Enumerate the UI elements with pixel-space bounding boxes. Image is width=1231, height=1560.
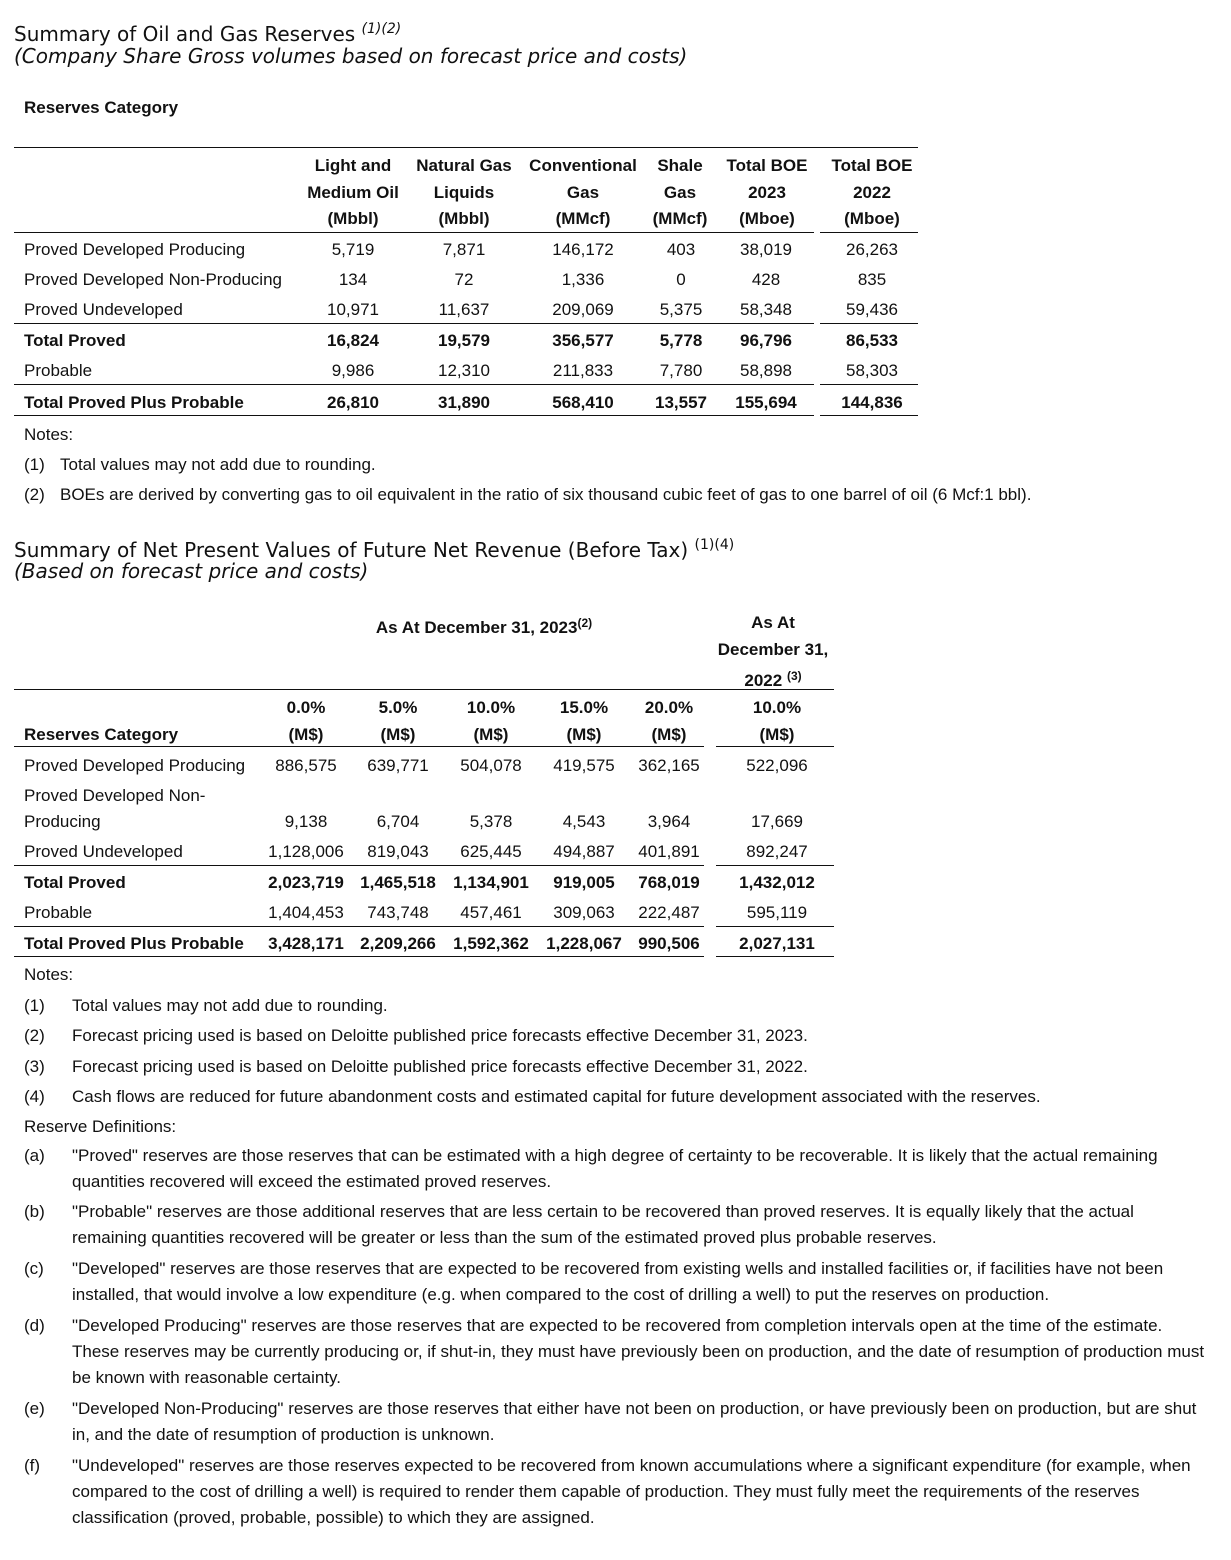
notes-heading: Notes: bbox=[24, 965, 74, 984]
cell-value: 886,575 bbox=[275, 756, 337, 775]
cell-value: 768,019 bbox=[638, 873, 700, 892]
cell-value: 5,378 bbox=[469, 812, 513, 831]
table-top-rule bbox=[14, 689, 834, 690]
cell-value: 743,748 bbox=[367, 903, 429, 922]
cell-value: 419,575 bbox=[553, 756, 615, 775]
cell-value: 13,557 bbox=[655, 393, 707, 412]
definition-marker: (b) bbox=[24, 1202, 45, 1221]
column-header: 20.0% (M$) bbox=[644, 698, 694, 744]
cell-value: 835 bbox=[857, 270, 887, 289]
cell-value: 919,005 bbox=[553, 873, 615, 892]
note-marker: (1) bbox=[24, 996, 45, 1015]
cell-value: 19,579 bbox=[438, 331, 490, 350]
cell-value: 4,543 bbox=[562, 812, 606, 831]
section-subtitle: (Based on forecast price and costs) bbox=[14, 559, 369, 583]
definitions-heading: Reserve Definitions: bbox=[24, 1117, 177, 1136]
cell-value: 31,890 bbox=[438, 393, 490, 412]
note-marker: (1) bbox=[24, 455, 45, 474]
cell-value: 1,432,012 bbox=[739, 873, 815, 892]
cell-value: 2,027,131 bbox=[739, 934, 815, 953]
row-label: Total Proved bbox=[24, 873, 126, 892]
cell-value: 595,119 bbox=[746, 903, 808, 922]
row-label: Probable bbox=[24, 361, 93, 380]
subtotal-rule-2022 bbox=[716, 865, 834, 866]
header-rule-2022 bbox=[820, 232, 918, 233]
cell-value: 625,445 bbox=[460, 842, 522, 861]
definition-text: "Probable" reserves are those additional reserves that are less certain to be recovered than proved reserves. It is equally likely that the actual remaining quantities recovered will be greater or less than the sum of the estimated proved plus probable reserves. bbox=[72, 1202, 1134, 1247]
cell-value: 401,891 bbox=[638, 842, 700, 861]
definition-text: "Developed Non-Producing" reserves are those reserves that either have not been on production, or have previously been on production, but are shut in, and the date of resumption of production is unknown. bbox=[72, 1399, 1197, 1444]
row-label: Proved Undeveloped bbox=[24, 300, 183, 319]
subtotal-rule bbox=[14, 323, 814, 324]
cell-value: 0 bbox=[676, 270, 686, 289]
cell-value: 522,096 bbox=[746, 756, 808, 775]
cell-value: 892,247 bbox=[746, 842, 808, 861]
column-header: Shale Gas (MMcf) bbox=[652, 156, 708, 228]
title-text: Summary of Oil and Gas Reserves bbox=[14, 22, 356, 46]
cell-value: 1,128,006 bbox=[268, 842, 344, 861]
cell-value: 7,871 bbox=[442, 240, 486, 259]
row-label: Proved Developed Non- bbox=[24, 786, 206, 805]
section-subtitle: (Company Share Gross volumes based on forecast price and costs) bbox=[14, 44, 688, 68]
cell-value: 568,410 bbox=[552, 393, 614, 412]
column-header: 0.0% (M$) bbox=[286, 698, 326, 744]
column-header: Conventional Gas (MMcf) bbox=[529, 156, 637, 228]
column-header: Total BOE 2022 (Mboe) bbox=[831, 156, 913, 228]
cell-value: 1,134,901 bbox=[453, 873, 529, 892]
row-label: Proved Undeveloped bbox=[24, 842, 183, 861]
group-header-2022: As At December 31, 2022 $^{(3)}$ bbox=[717, 613, 829, 690]
cell-value: 5,719 bbox=[331, 240, 375, 259]
subtotal-rule bbox=[14, 384, 814, 385]
bottom-rule-2022 bbox=[716, 956, 834, 957]
definition-marker: (f) bbox=[24, 1456, 41, 1475]
definition-text: "Developed Producing" reserves are those reserves that are expected to be recovered from completion intervals open at the time of the estimate. These reserves may be currently producing or, if shut-in, they must have previously been on production, and the date of resumption of production must be known with reasonable certainty. bbox=[72, 1316, 1205, 1387]
row-label: Total Proved Plus Probable bbox=[24, 393, 244, 412]
note-text: BOEs are derived by converting gas to oil equivalent in the ratio of six thousand cubic feet of gas to one barrel of oil (6 Mcf:1 bbl). bbox=[60, 485, 1032, 504]
subtotal-rule-2022 bbox=[820, 323, 918, 324]
cell-value: 96,796 bbox=[740, 331, 792, 350]
cell-value: 7,780 bbox=[659, 361, 703, 380]
cell-value: 1,228,067 bbox=[546, 934, 622, 953]
header-rule bbox=[14, 746, 704, 747]
definition-text: "Developed" reserves are those reserves that are expected to be recovered from existing wells and installed facilities or, if facilities have not been installed, that would involve a low expenditure (e.g. when compared to the cost of drilling a well) to put the reserves on production. bbox=[72, 1259, 1164, 1304]
cell-value: 5,375 bbox=[659, 300, 703, 319]
definition-marker: (c) bbox=[24, 1259, 44, 1278]
header-rule-2022 bbox=[716, 746, 834, 747]
cell-value: 211,833 bbox=[552, 361, 614, 380]
note-marker: (3) bbox=[24, 1057, 45, 1076]
cell-value: 504,078 bbox=[460, 756, 522, 775]
cell-value: 1,336 bbox=[561, 270, 605, 289]
cell-value: 26,810 bbox=[327, 393, 379, 412]
cell-value: 494,887 bbox=[553, 842, 615, 861]
row-label: Proved Developed Non-Producing bbox=[24, 270, 282, 289]
cell-value: 209,069 bbox=[552, 300, 614, 319]
cell-value: 1,404,453 bbox=[268, 903, 344, 922]
group-header-2023: As At December 31, 2023$^{(2)}$ bbox=[375, 616, 593, 637]
table-top-rule bbox=[14, 147, 918, 148]
row-label-continued: Producing bbox=[24, 812, 101, 831]
cell-value: 58,348 bbox=[740, 300, 792, 319]
cell-value: 72 bbox=[454, 270, 474, 289]
subtotal-rule-2022 bbox=[716, 926, 834, 927]
row-label: Probable bbox=[24, 903, 93, 922]
definition-text: "Undeveloped" reserves are those reserves expected to be recovered from known accumulations where a significant expenditure (for example, when compared to the cost of drilling a well) is required to render them capable of production. They must fully meet the requirements of the reserves classification (proved, probable, possible) to which they are assigned. bbox=[72, 1456, 1191, 1527]
cell-value: 362,165 bbox=[638, 756, 700, 775]
note-text: Forecast pricing used is based on Deloitte published price forecasts effective December 31, 2023. bbox=[72, 1026, 808, 1045]
cell-value: 146,172 bbox=[552, 240, 614, 259]
reserves-category-header: Reserves Category bbox=[24, 725, 179, 744]
cell-value: 2,209,266 bbox=[360, 934, 436, 953]
definition-marker: (a) bbox=[24, 1146, 45, 1165]
row-label: Total Proved bbox=[24, 331, 126, 350]
bottom-rule bbox=[14, 415, 814, 416]
cell-value: 428 bbox=[751, 270, 781, 289]
cell-value: 3,428,171 bbox=[268, 934, 344, 953]
definition-text: "Proved" reserves are those reserves that can be estimated with a high degree of certainty to be recoverable. It is likely that the actual remaining quantities recovered will exceed the estimated proved reserves. bbox=[72, 1146, 1158, 1191]
row-label: Proved Developed Producing bbox=[24, 756, 246, 775]
note-marker: (2) bbox=[24, 1026, 45, 1045]
cell-value: 990,506 bbox=[638, 934, 700, 953]
column-header: 10.0% (M$) bbox=[752, 698, 802, 744]
subtotal-rule-2022 bbox=[820, 384, 918, 385]
cell-value: 1,465,518 bbox=[360, 873, 436, 892]
column-header: 10.0% (M$) bbox=[466, 698, 516, 744]
cell-value: 2,023,719 bbox=[268, 873, 344, 892]
column-header: Light and Medium Oil (Mbbl) bbox=[307, 156, 399, 228]
row-label: Proved Developed Producing bbox=[24, 240, 246, 259]
cell-value: 356,577 bbox=[552, 331, 614, 350]
cell-value: 639,771 bbox=[367, 756, 429, 775]
note-text: Forecast pricing used is based on Deloitte published price forecasts effective December 31, 2022. bbox=[72, 1057, 808, 1076]
bottom-rule-2022 bbox=[820, 415, 918, 416]
cell-value: 819,043 bbox=[367, 842, 429, 861]
cell-value: 9,986 bbox=[331, 361, 375, 380]
cell-value: 38,019 bbox=[740, 240, 792, 259]
cell-value: 58,898 bbox=[740, 361, 792, 380]
cell-value: 222,487 bbox=[638, 903, 700, 922]
note-marker: (4) bbox=[24, 1087, 45, 1106]
definition-marker: (d) bbox=[24, 1316, 45, 1335]
cell-value: 6,704 bbox=[376, 812, 420, 831]
cell-value: 5,778 bbox=[659, 331, 703, 350]
cell-value: 3,964 bbox=[647, 812, 691, 831]
column-header: 15.0% (M$) bbox=[559, 698, 609, 744]
cell-value: 457,461 bbox=[460, 903, 522, 922]
subtotal-rule bbox=[14, 926, 704, 927]
cell-value: 12,310 bbox=[438, 361, 490, 380]
column-header: Natural Gas Liquids (Mbbl) bbox=[416, 156, 512, 228]
note-marker: (2) bbox=[24, 485, 45, 504]
column-header: 5.0% (M$) bbox=[378, 698, 418, 744]
bottom-rule bbox=[14, 956, 704, 957]
cell-value: 16,824 bbox=[327, 331, 379, 350]
cell-value: 11,637 bbox=[438, 300, 490, 319]
notes-heading: Notes: bbox=[24, 425, 74, 444]
cell-value: 58,303 bbox=[846, 361, 898, 380]
cell-value: 144,836 bbox=[841, 393, 903, 412]
cell-value: 403 bbox=[666, 240, 696, 259]
title-footnote-ref: (1)(4) bbox=[694, 537, 735, 553]
cell-value: 155,694 bbox=[735, 393, 797, 412]
header-rule bbox=[14, 232, 814, 233]
cell-value: 86,533 bbox=[846, 331, 898, 350]
row-label: Total Proved Plus Probable bbox=[24, 934, 244, 953]
definition-marker: (e) bbox=[24, 1399, 45, 1418]
subtotal-rule bbox=[14, 865, 704, 866]
cell-value: 17,669 bbox=[751, 812, 803, 831]
cell-value: 59,436 bbox=[846, 300, 898, 319]
title-footnote-ref: (1)(2) bbox=[361, 21, 402, 37]
note-text: Total values may not add due to rounding. bbox=[60, 455, 376, 474]
cell-value: 10,971 bbox=[327, 300, 379, 319]
note-text: Total values may not add due to rounding. bbox=[72, 996, 388, 1015]
reserves-category-header: Reserves Category bbox=[24, 98, 179, 117]
title-text: Summary of Net Present Values of Future Net Revenue (Before Tax) bbox=[14, 538, 689, 562]
cell-value: 309,063 bbox=[553, 903, 615, 922]
cell-value: 134 bbox=[338, 270, 368, 289]
column-header: Total BOE 2023 (Mboe) bbox=[726, 156, 808, 228]
cell-value: 26,263 bbox=[846, 240, 898, 259]
cell-value: 1,592,362 bbox=[453, 934, 529, 953]
note-text: Cash flows are reduced for future abandonment costs and estimated capital for future development associated with the reserves. bbox=[72, 1087, 1041, 1106]
cell-value: 9,138 bbox=[284, 812, 328, 831]
